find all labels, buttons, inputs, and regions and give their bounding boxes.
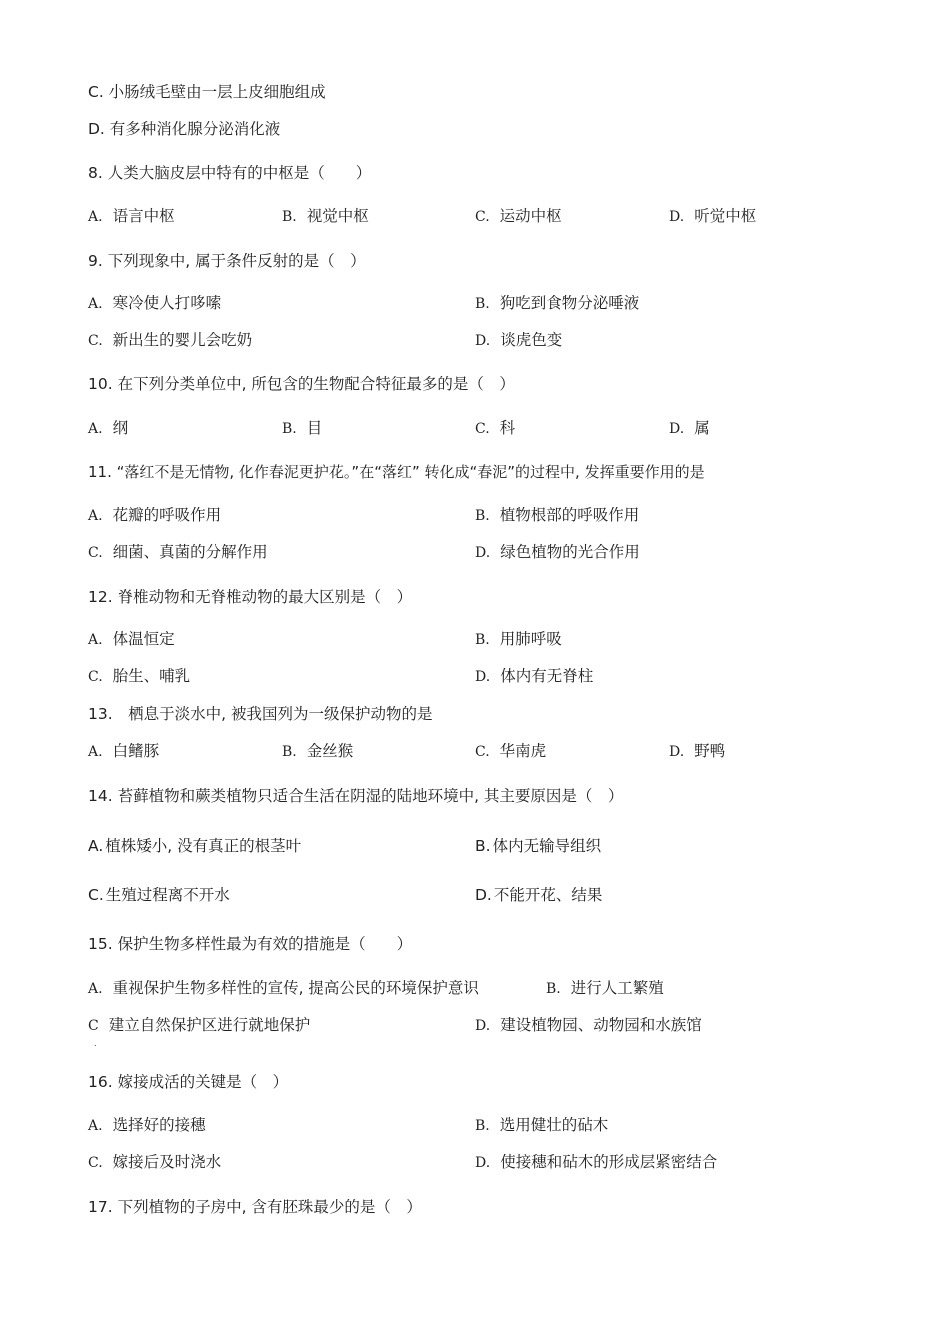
q8-option-c: C. 运动中枢: [475, 207, 562, 225]
q11-option-d: D. 绿色植物的光合作用: [475, 543, 640, 561]
q12-option-a: A. 体温恒定: [88, 630, 175, 648]
q14-stem: 14. 苔藓植物和蕨类植物只适合生活在阴湿的陆地环境中, 其主要原因是（ ）: [88, 787, 624, 805]
q16-stem: 16. 嫁接成活的关键是（ ）: [88, 1073, 289, 1091]
q9-stem: 9. 下列现象中, 属于条件反射的是（ ）: [88, 252, 366, 270]
q13-option-d: D. 野鸭: [669, 742, 726, 760]
q12-option-b: B. 用肺呼吸: [475, 630, 562, 648]
q11-option-b: B. 植物根部的呼吸作用: [475, 506, 640, 524]
q10-stem: 10. 在下列分类单位中, 所包含的生物配合特征最多的是（ ）: [88, 375, 515, 393]
q12-stem: 12. 脊椎动物和无脊椎动物的最大区别是（ ）: [88, 588, 413, 606]
q13-option-a: A. 白鳍豚: [88, 742, 160, 760]
q10-option-b: B. 目: [282, 419, 323, 437]
q7-option-c: C. 小肠绒毛壁由一层上皮细胞组成: [88, 83, 326, 101]
q15-option-c: C 建立自然保护区进行就地保护: [88, 1016, 311, 1034]
q8-option-d: D. 听觉中枢: [669, 207, 757, 225]
q14-option-a: A. 植株矮小, 没有真正的根茎叶: [88, 837, 302, 855]
q9-option-d: D. 谈虎色变: [475, 331, 563, 349]
q12-option-c: C. 胎生、哺乳: [88, 667, 191, 685]
q13-stem: 13. 栖息于淡水中, 被我国列为一级保护动物的是: [88, 705, 433, 723]
stray-dot-mark: .: [94, 1039, 97, 1048]
q10-option-a: A. 纲: [88, 419, 129, 437]
q15-option-a: A. 重视保护生物多样性的宣传, 提高公民的环境保护意识: [88, 979, 479, 997]
q11-option-c: C. 细菌、真菌的分解作用: [88, 543, 268, 561]
q9-option-a: A. 寒冷使人打哆嗦: [88, 294, 222, 312]
q8-stem: 8. 人类大脑皮层中特有的中枢是（ ）: [88, 164, 372, 182]
q10-option-d: D. 属: [669, 419, 710, 437]
q12-option-d: D. 体内有无脊柱: [475, 667, 594, 685]
q9-option-c: C. 新出生的婴儿会吃奶: [88, 331, 253, 349]
q7-option-d: D. 有多种消化腺分泌消化液: [88, 120, 281, 138]
q15-option-b: B. 进行人工繁殖: [546, 979, 664, 997]
q17-stem: 17. 下列植物的子房中, 含有胚珠最少的是（ ）: [88, 1198, 422, 1216]
q9-option-b: B. 狗吃到食物分泌唾液: [475, 294, 640, 312]
q8-option-b: B. 视觉中枢: [282, 207, 369, 225]
q16-option-a: A. 选择好的接穗: [88, 1116, 206, 1134]
q16-option-b: B. 选用健壮的砧木: [475, 1116, 609, 1134]
q10-option-c: C. 科: [475, 419, 516, 437]
q13-option-c: C. 华南虎: [475, 742, 547, 760]
q11-option-a: A. 花瓣的呼吸作用: [88, 506, 222, 524]
q16-option-d: D. 使接穗和砧木的形成层紧密结合: [475, 1153, 718, 1171]
q14-option-d: D. 不能开花、结果: [475, 886, 603, 904]
q16-option-c: C. 嫁接后及时浇水: [88, 1153, 222, 1171]
q14-option-c: C. 生殖过程离不开水: [88, 886, 230, 904]
q11-stem: 11. “落红不是无情物, 化作春泥更护花。”在“落红” 转化成“春泥”的过程中, 发挥重要作用的是: [88, 463, 705, 481]
q14-option-b: B. 体内无输导组织: [475, 837, 602, 855]
q13-option-b: B. 金丝猴: [282, 742, 354, 760]
q15-option-d: D. 建设植物园、动物园和水族馆: [475, 1016, 702, 1034]
q8-option-a: A. 语言中枢: [88, 207, 175, 225]
q15-stem: 15. 保护生物多样性最为有效的措施是（ ）: [88, 935, 413, 953]
